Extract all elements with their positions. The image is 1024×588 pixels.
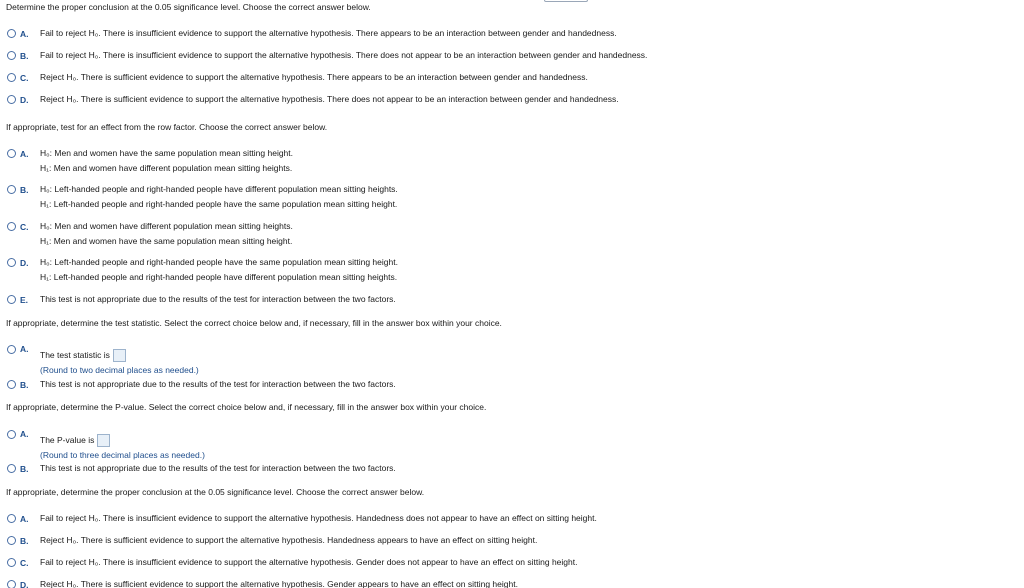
q1-option-b[interactable]: B. Fail to reject H₀. There is insufficient evidence to support the alternative hypothesis. There does not appear to be an interaction between gender and handedness. [7,51,647,61]
question-4-prompt: If appropriate, determine the P-value. Select the correct choice below and, if necessary, fill in the answer box within your choice. [6,402,487,412]
q2-option-a[interactable]: A. H₀: Men and women have the same population mean sitting height. H₁: Men and women have different population mean sitting heights. [7,149,293,173]
radio-button[interactable] [7,430,16,439]
question-5-prompt: If appropriate, determine the proper conclusion at the 0.05 significance level. Choose the correct answer below. [6,487,425,497]
question-3-prompt: If appropriate, determine the test statistic. Select the correct choice below and, if necessary, fill in the answer box within your choice. [6,318,502,328]
q5-option-b[interactable]: B. Reject H₀. There is sufficient evidence to support the alternative hypothesis. Handedness appears to have an effect on sitting height. [7,536,537,546]
radio-button[interactable] [7,580,16,588]
radio-button[interactable] [7,73,16,82]
radio-button[interactable] [7,514,16,523]
radio-button[interactable] [7,222,16,231]
q3-option-a[interactable]: A. The test statistic is (Round to two decimal places as needed.) [7,345,199,375]
q1-option-a[interactable]: A. Fail to reject H₀. There is insufficient evidence to support the alternative hypothesis. There appears to be an interaction between gender and handedness. [7,29,617,39]
test-statistic-answer-box[interactable] [113,349,126,362]
q3-option-b[interactable]: B. This test is not appropriate due to the results of the test for interaction between the two factors. [7,380,396,390]
q4-option-b[interactable]: B. This test is not appropriate due to the results of the test for interaction between the two factors. [7,464,396,474]
q5-option-d[interactable]: D. Reject H₀. There is sufficient evidence to support the alternative hypothesis. Gender appears to have an effect on sitting height. [7,580,518,588]
radio-button[interactable] [7,295,16,304]
q5-option-c[interactable]: C. Fail to reject H₀. There is insufficient evidence to support the alternative hypothesis. Gender does not appear to have an effect on sitting height. [7,558,577,568]
q4-option-a[interactable]: A. The P-value is (Round to three decimal places as needed.) [7,430,205,460]
q5-option-a[interactable]: A. Fail to reject H₀. There is insufficient evidence to support the alternative hypothesis. Handedness does not appear to have an effect on sitting height. [7,514,597,524]
radio-button[interactable] [7,29,16,38]
radio-button[interactable] [7,258,16,267]
radio-button[interactable] [7,536,16,545]
q2-option-d[interactable]: D. H₀: Left-handed people and right-handed people have the same population mean sitting height. H₁: Left-handed people and right-handed people have different population mean sitting heights. [7,258,398,282]
q1-option-d[interactable]: D. Reject H₀. There is sufficient evidence to support the alternative hypothesis. There does not appear to be an interaction between gender and handedness. [7,95,619,105]
p-value-answer-box[interactable] [97,434,110,447]
radio-button[interactable] [7,464,16,473]
q2-option-c[interactable]: C. H₀: Men and women have different population mean sitting heights. H₁: Men and women have the same population mean sitting height. [7,222,293,246]
q2-option-e[interactable]: E. This test is not appropriate due to the results of the test for interaction between the two factors. [7,295,396,305]
question-2-prompt: If appropriate, test for an effect from the row factor. Choose the correct answer below. [6,122,328,132]
radio-button[interactable] [7,95,16,104]
radio-button[interactable] [7,345,16,354]
radio-button[interactable] [7,185,16,194]
clipped-area [0,574,1024,588]
radio-button[interactable] [7,558,16,567]
q2-option-b[interactable]: B. H₀: Left-handed people and right-handed people have different population mean sitting heights. H₁: Left-handed people and right-handed people have the same population mean sitting height. [7,185,398,209]
radio-button[interactable] [7,380,16,389]
question-1-prompt: Determine the proper conclusion at the 0.05 significance level. Choose the correct answer below. [6,2,371,12]
q1-option-c[interactable]: C. Reject H₀. There is sufficient evidence to support the alternative hypothesis. There appears to be an interaction between gender and handedness. [7,73,588,83]
radio-button[interactable] [7,149,16,158]
radio-button[interactable] [7,51,16,60]
scroll-indicator [544,0,588,2]
